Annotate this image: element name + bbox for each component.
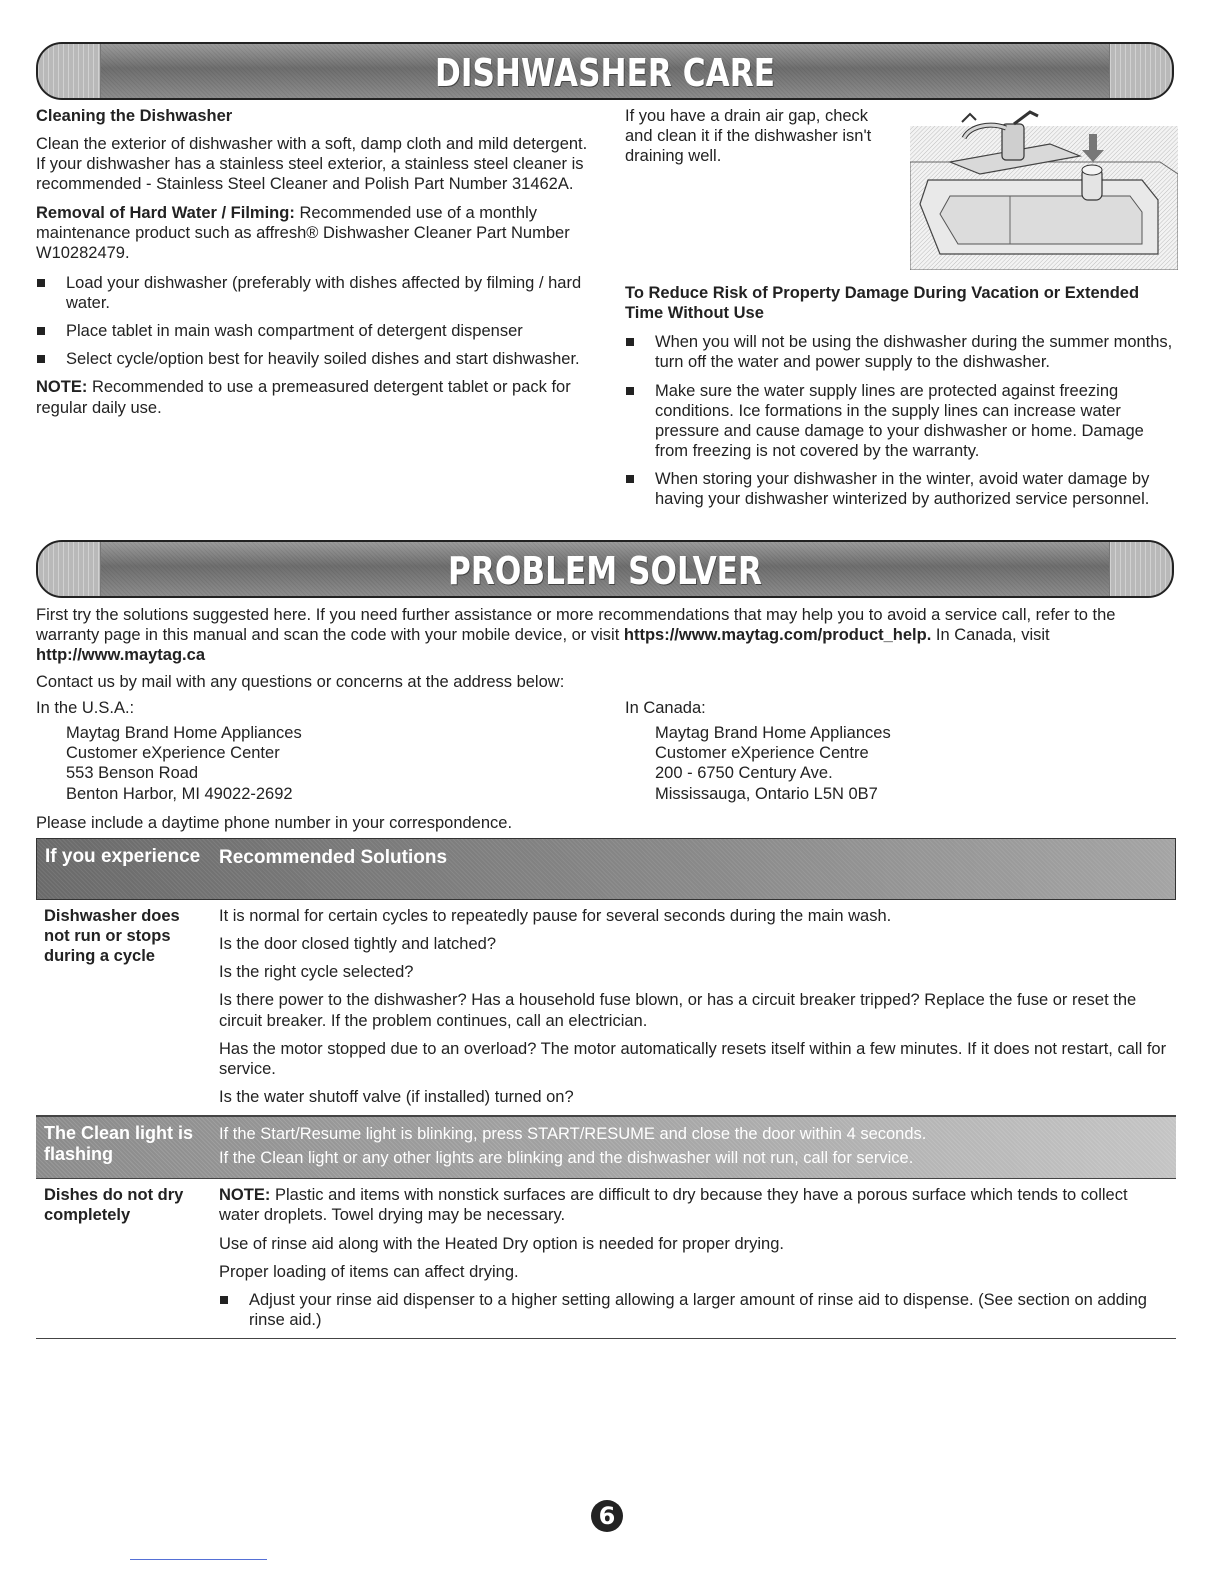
address-line: 553 Benson Road bbox=[66, 764, 199, 783]
usa-address bbox=[36, 723, 596, 804]
cleaning-heading: Cleaning the Dishwasher bbox=[36, 107, 233, 125]
intro-text-canada: In Canada, visit bbox=[931, 626, 1050, 645]
list-item: Load your dishwasher (preferably with dishes affected by filming / hard water. bbox=[36, 273, 596, 313]
contact-line: Contact us by mail with any questions or concerns at the address below: bbox=[36, 673, 565, 691]
cleaning-text: Clean the exterior of dishwasher with a soft, damp cloth and mild detergent. If your dishwasher has a stainless steel exterior, a stainless steel cleaner is recommended - Stainless Steel Cleaner and Polish Part Number 31462A. bbox=[36, 135, 588, 194]
intro-text: First try the solutions suggested here. If you need further assistance or more recommendations that may help you to avoid a service call, refer to the warranty page in this manual and scan the code with your mobile device, or visit bbox=[36, 606, 1116, 645]
note-text: Plastic and items with nonstick surfaces are difficult to dry because they have a porous surface which tends to collect water droplets. Towel drying may be necessary. bbox=[219, 1186, 1128, 1225]
note-label: NOTE: bbox=[219, 1186, 271, 1205]
column-header-experience: If you experience bbox=[45, 846, 201, 867]
vacation-heading: To Reduce Risk of Property Damage During Vacation or Extended Time Without Use bbox=[625, 284, 1140, 323]
usa-label: In the U.S.A.: bbox=[36, 699, 135, 717]
table-row bbox=[36, 1179, 1176, 1339]
cleaning-section bbox=[36, 106, 596, 418]
address-line: Customer eXperience Centre bbox=[655, 744, 869, 763]
solution-text: Is the door closed tightly and latched? bbox=[219, 935, 497, 954]
problem-cell: The Clean light is flashing bbox=[44, 1123, 194, 1164]
hard-water-paragraph bbox=[36, 203, 596, 263]
table-row bbox=[36, 900, 1176, 1116]
problem-cell: Dishwasher does not run or stops during a cycle bbox=[44, 907, 180, 966]
dishwasher-care-banner bbox=[36, 42, 1174, 100]
air-gap-text: If you have a drain air gap, check and clean it if the dishwasher isn't draining well. bbox=[625, 107, 872, 166]
solution-text: Is the water shutoff valve (if installed) turned on? bbox=[219, 1087, 574, 1106]
hard-water-label: Removal of Hard Water / Filming: bbox=[36, 203, 295, 222]
cleaning-steps bbox=[36, 273, 596, 370]
address-line: Mississauga, Ontario L5N 0B7 bbox=[655, 784, 878, 803]
table-header bbox=[36, 838, 1176, 900]
solution-text: It is normal for certain cycles to repeatedly pause for several seconds during the main wash. bbox=[219, 907, 892, 925]
solution-text: Proper loading of items can affect drying. bbox=[219, 1262, 519, 1281]
solution-text: Use of rinse aid along with the Heated Dry option is needed for proper drying. bbox=[219, 1234, 784, 1253]
usa-address-block bbox=[36, 698, 596, 804]
vacation-section bbox=[625, 283, 1177, 517]
note-text: Recommended to use a premeasured detergent tablet or pack for regular daily use. bbox=[36, 378, 571, 417]
list-item: Place tablet in main wash compartment of detergent dispenser bbox=[36, 321, 596, 341]
problem-solver-banner bbox=[36, 540, 1174, 598]
maytag-us-link[interactable]: https://www.maytag.com/product_help. bbox=[623, 626, 932, 645]
canada-label: In Canada: bbox=[625, 699, 706, 717]
footer-line bbox=[130, 1559, 267, 1560]
problem-cell: Dishes do not dry completely bbox=[44, 1186, 184, 1225]
address-line: Customer eXperience Center bbox=[66, 744, 280, 763]
phone-line: Please include a daytime phone number in your correspondence. bbox=[36, 814, 513, 832]
problem-solver-table bbox=[36, 838, 1176, 1339]
address-line: Maytag Brand Home Appliances bbox=[66, 724, 302, 743]
hard-water-text: Recommended use of a monthly maintenance product such as affresh® Dishwasher Cleaner Part Number W10282479. bbox=[36, 203, 570, 262]
solution-text: If the Start/Resume light is blinking, press START/RESUME and close the door within 4 seconds. bbox=[219, 1125, 927, 1143]
solution-note bbox=[219, 1185, 1170, 1225]
page-number: 6 bbox=[591, 1500, 623, 1532]
section-title: DISHWASHER CARE bbox=[435, 51, 775, 95]
canada-address-block bbox=[625, 698, 1175, 804]
solutions-cell bbox=[219, 900, 1176, 1115]
solver-intro bbox=[36, 605, 1176, 665]
maytag-ca-link[interactable]: http://www.maytag.ca bbox=[36, 646, 205, 665]
list-item: When storing your dishwasher in the winter, avoid water damage by having your dishwasher winterized by authorized service personnel. bbox=[625, 469, 1177, 509]
solution-text: If the Clean light or any other lights are blinking and the dishwasher will not run, call for service. bbox=[219, 1149, 914, 1168]
vacation-list bbox=[625, 332, 1177, 509]
note-label: NOTE: bbox=[36, 378, 88, 397]
list-item: Adjust your rinse aid dispenser to a higher setting allowing a larger amount of rinse aid to dispense. (See section on adding rinse aid.) bbox=[219, 1290, 1170, 1330]
solutions-cell bbox=[219, 1117, 1176, 1178]
solution-text: Is there power to the dishwasher? Has a household fuse blown, or has a circuit breaker tripped? Replace the fuse or reset the circuit breaker. If the problem continues, call an electrician. bbox=[219, 991, 1137, 1030]
faucet-air-gap-image bbox=[910, 104, 1178, 270]
solutions-cell bbox=[219, 1179, 1176, 1338]
address-line: Benton Harbor, MI 49022-2692 bbox=[66, 784, 293, 803]
list-item: Select cycle/option best for heavily soiled dishes and start dishwasher. bbox=[36, 349, 596, 369]
solution-text: Has the motor stopped due to an overload? The motor automatically resets itself within a few minutes. If it does not restart, call for service. bbox=[219, 1039, 1167, 1078]
section-title: PROBLEM SOLVER bbox=[448, 549, 762, 593]
air-gap-illustration bbox=[910, 104, 1178, 270]
list-item: Make sure the water supply lines are protected against freezing conditions. Ice formations in the supply lines can increase water pressure and cause damage to your dishwasher or home. Damage from freezing is not covered by the warranty. bbox=[625, 381, 1177, 462]
list-item: When you will not be using the dishwasher during the summer months, turn off the water and power supply to the dishwasher. bbox=[625, 332, 1177, 372]
address-line: 200 - 6750 Century Ave. bbox=[655, 764, 833, 783]
note-paragraph bbox=[36, 377, 596, 417]
solution-bullets bbox=[219, 1290, 1170, 1330]
solution-text: Is the right cycle selected? bbox=[219, 963, 414, 982]
canada-address bbox=[625, 723, 1175, 804]
address-line: Maytag Brand Home Appliances bbox=[655, 724, 891, 743]
column-header-solutions: Recommended Solutions bbox=[219, 847, 448, 868]
table-row bbox=[36, 1116, 1176, 1179]
